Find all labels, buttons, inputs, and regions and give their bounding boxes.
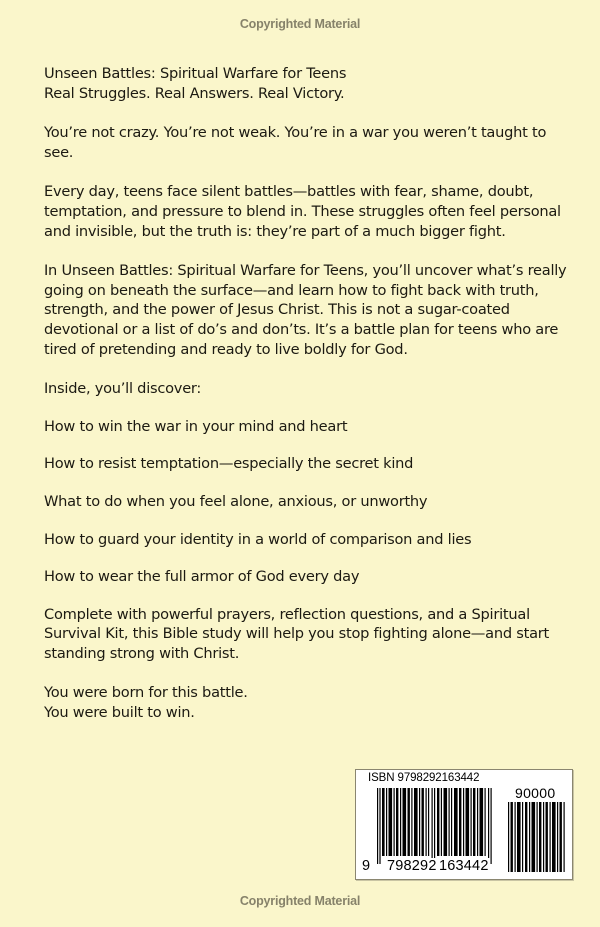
copyright-watermark-bottom: Copyrighted Material — [239, 894, 361, 908]
addon-barcode-bars-icon — [508, 802, 566, 872]
back-cover-text — [44, 64, 579, 723]
list-item: How to wear the full armor of God every day — [44, 568, 360, 586]
barcode-digit-group-2: 163442 — [439, 858, 489, 874]
description-paragraph-2: In Unseen Battles: Spiritual Warfare for Teens, you’ll uncover what’s really going on beneath the surface—and learn how to fight back with truth, strength, and the power of Jesus Christ. This is not a sugar-coated devotional or a list of do’s and don’ts. It’s a battle plan for teens who are tired of pretending and ready to live boldly for God. — [44, 262, 567, 358]
list-item: How to win the war in your mind and heart — [44, 417, 348, 435]
closing-line-1: You were born for this battle. — [44, 684, 248, 702]
barcode-digit-group-1: 798292 — [387, 858, 437, 874]
title-block — [44, 64, 579, 103]
closing-lines — [44, 683, 579, 722]
book-tagline: Real Struggles. Real Answers. Real Victory. — [44, 84, 345, 102]
barcode-bars-icon — [377, 788, 493, 864]
price-code: 90000 — [515, 785, 556, 801]
description-paragraph-3: Complete with powerful prayers, reflection questions, and a Spiritual Survival Kit, this Bible study will help you stop fighting alone—and start standing strong with Christ. — [44, 605, 549, 662]
hook-paragraph: You’re not crazy. You’re not weak. You’re in a war you weren’t taught to see. — [44, 124, 547, 161]
closing-line-2: You were built to win. — [44, 704, 195, 722]
barcode-first-digit: 9 — [362, 858, 371, 874]
list-item: How to guard your identity in a world of comparison and lies — [44, 530, 472, 548]
list-item: How to resist temptation—especially the secret kind — [44, 455, 414, 473]
book-title: Unseen Battles: Spiritual Warfare for Teens — [44, 65, 347, 82]
copyright-watermark-top: Copyrighted Material — [239, 17, 361, 31]
isbn-barcode — [355, 769, 573, 880]
list-item: What to do when you feel alone, anxious, or unworthy — [44, 492, 428, 510]
description-paragraph-1: Every day, teens face silent battles—battles with fear, shame, doubt, temptation, and pressure to blend in. These struggles often feel personal and invisible, but the truth is: they’re part of a much bigger fight. — [44, 183, 561, 240]
list-intro: Inside, you’ll discover: — [44, 380, 202, 398]
isbn-label: ISBN 9798292163442 — [368, 772, 480, 784]
